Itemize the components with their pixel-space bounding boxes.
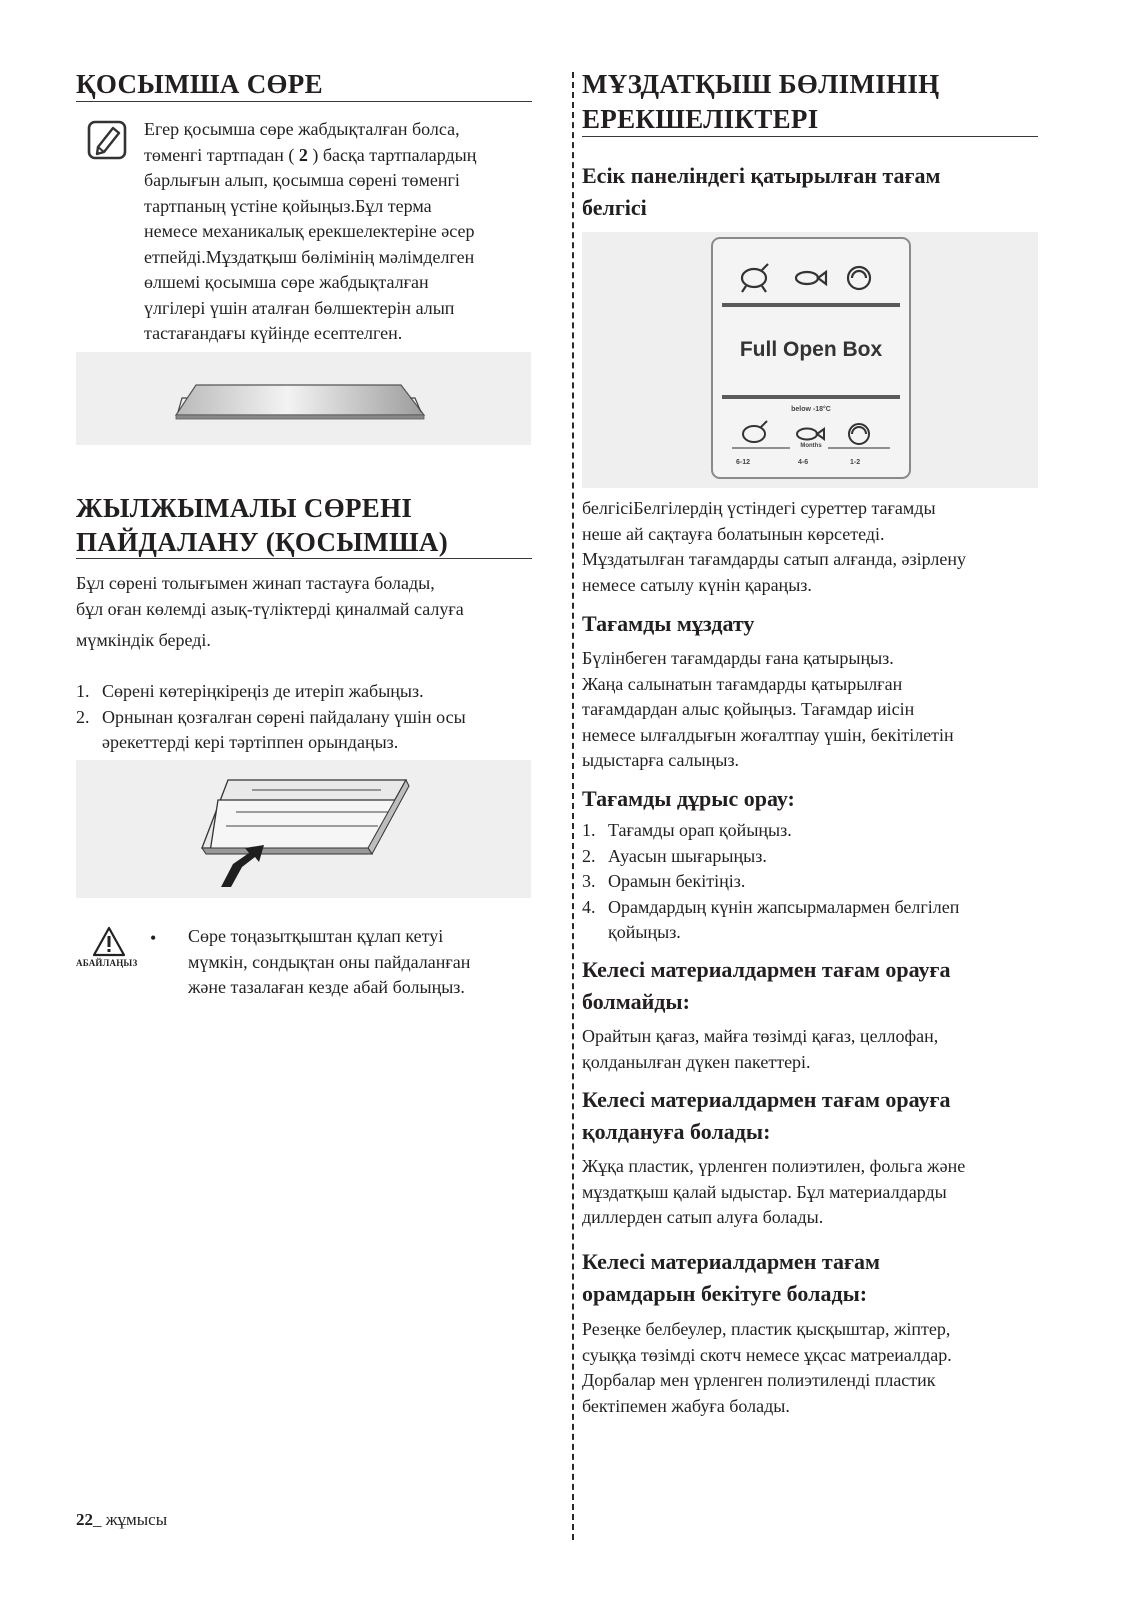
warning-icon	[92, 926, 126, 958]
note-text	[144, 117, 539, 347]
allowed-text: Жұқа пластик, үрленген полиэтилен, фольга және мұздатқыш қалай ыдыстар. Бұл материалдарды диллерден сатып алуға болады.	[582, 1156, 966, 1227]
section-title-sliding-shelf-line2: ПАЙДАЛАНУ (ҚОСЫМША)	[76, 527, 448, 557]
column-divider	[572, 72, 574, 1540]
label-range: 4-6	[798, 459, 809, 466]
note-line: Егер қосымша сөре жабдықталған болса,	[144, 119, 460, 139]
not-allowed-text: Орайтын қағаз, майға төзімді қағаз, целлофан, қолданылған дүкен пакеттері.	[582, 1026, 939, 1072]
note-line: өлшемі қосымша сөре жабдықталған	[144, 272, 429, 292]
note-line: тастағандағы күйінде есептелген.	[144, 323, 403, 343]
subheading-wrapping: Тағамды дұрыс орау:	[582, 786, 795, 811]
section-rule	[76, 558, 532, 559]
label-below-text: below -18°C	[791, 406, 831, 413]
section-rule	[76, 101, 532, 102]
subheading-fastening-2: орамдарын бекітуге болады:	[582, 1281, 868, 1306]
sliding-shelf-illustration	[76, 760, 531, 898]
caution-line: Сөре тоңазытқыштан құлап кетуі	[188, 926, 444, 946]
note-line: немесе механикалық ерекшелектеріне әсер	[144, 221, 475, 241]
intro-line: Бұл сөрені толығымен жинап тастауға болады,	[76, 573, 435, 593]
subheading-allowed-2: қолдануға болады:	[582, 1119, 771, 1144]
frozen-food-label-illustration	[582, 232, 1038, 488]
label-box-text: Full Open Box	[739, 338, 883, 361]
note-line: етпейді.Мұздатқыш бөлімінің мәлімделген	[144, 246, 475, 267]
page-number: 22	[76, 1510, 93, 1529]
label-months-text: Months	[800, 443, 822, 449]
list-item: 3. Орамын бекітіңіз.	[582, 871, 746, 891]
label-description: белгісіБелгілердің үстіндегі суреттер тағамды неше ай сақтауға болатынын көрсетеді. Мұздатылған тағамдарды сатып алғанда, әзірлену немесе сатылу күнін қараңыз.	[582, 498, 966, 595]
section-title-freezer-line1: МҰЗДАТҚЫШ БӨЛІМІНІҢ	[582, 69, 940, 99]
list-item: 2. Орнынан қозғалған сөрені пайдалану үшін осы әрекеттерді кері тәртіппен орындаңыз.	[76, 706, 466, 752]
section-rule	[582, 136, 1038, 137]
subheading-not-allowed-2: болмайды:	[582, 989, 690, 1014]
subheading-door-label: Есік панеліндегі қатырылған тағам	[582, 163, 941, 188]
subheading-freezing: Тағамды мұздату	[582, 611, 755, 636]
subheading-not-allowed: Келесі материалдармен тағам орауға	[582, 957, 951, 982]
label-range: 1-2	[850, 459, 861, 466]
caution-text	[188, 924, 538, 1001]
intro-line: бұл оған көлемді азық-түліктерді қиналмай салуға	[76, 599, 464, 619]
note-line: үлгілері үшін аталған бөлшектерін алып	[144, 297, 455, 318]
section-title-extra-shelf: ҚОСЫМША СӨРЕ	[76, 69, 323, 99]
caution-label: АБАЙЛАҢЫЗ	[76, 958, 138, 968]
caution-line: және тазалаған кезде абай болыңыз.	[188, 977, 465, 997]
list-item: 1. Сөрені көтеріңкіреңіз де итеріп жабыңыз.	[76, 681, 424, 701]
list-item: 1. Тағамды орап қойыңыз.	[582, 820, 792, 840]
section-title-sliding-shelf-line1: ЖЫЛЖЫМАЛЫ СӨРЕНІ	[76, 493, 413, 523]
wrapping-steps-list	[582, 818, 1042, 946]
note-line: төменгі тартпадан ( 2 ) басқа тартпалардың	[144, 144, 477, 165]
note-line: барлығын алып, қосымша сөрені төменгі	[144, 170, 460, 190]
shelf-steps-list	[76, 679, 536, 756]
page-footer	[76, 1510, 167, 1530]
intro-line: мүмкіндік береді.	[76, 630, 211, 650]
extra-shelf-illustration	[76, 352, 531, 445]
caution-line: мүмкін, сондықтан оны пайдаланған	[188, 951, 471, 972]
section-title-freezer-line2: ЕРЕКШЕЛІКТЕРІ	[582, 104, 819, 134]
footer-text: _ жұмысы	[93, 1510, 168, 1529]
list-item: 4. Орамдардың күнін жапсырмалармен белгілеп қойыңыз.	[582, 896, 960, 942]
note-icon	[87, 120, 129, 162]
subheading-door-label-2: белгісі	[582, 195, 647, 220]
subheading-fastening: Келесі материалдармен тағам	[582, 1249, 880, 1274]
freezing-text: Бүлінбеген тағамдарды ғана қатырыңыз. Жаңа салынатын тағамдарды қатырылған тағамдардан алыс қойыңыз. Тағамдар иісін немесе ылғалдығын жоғалтпау үшін, бекітілетін ыдыстарға салыңыз.	[582, 648, 954, 770]
subheading-allowed: Келесі материалдармен тағам орауға	[582, 1087, 951, 1112]
note-line: тартпаның үстіне қойыңыз.Бұл терма	[144, 195, 432, 216]
label-range: 6-12	[736, 459, 751, 466]
fastening-text: Резеңке белбеулер, пластик қысқыштар, жіптер, суыққа төзімді скотч немесе ұқсас матреиалдар. Дорбалар мен үрленген полиэтиленді пластик бектіпемен жабуға болады.	[582, 1319, 952, 1416]
caution-bullet: •	[150, 928, 157, 948]
list-item: 2. Ауасын шығарыңыз.	[582, 845, 767, 866]
